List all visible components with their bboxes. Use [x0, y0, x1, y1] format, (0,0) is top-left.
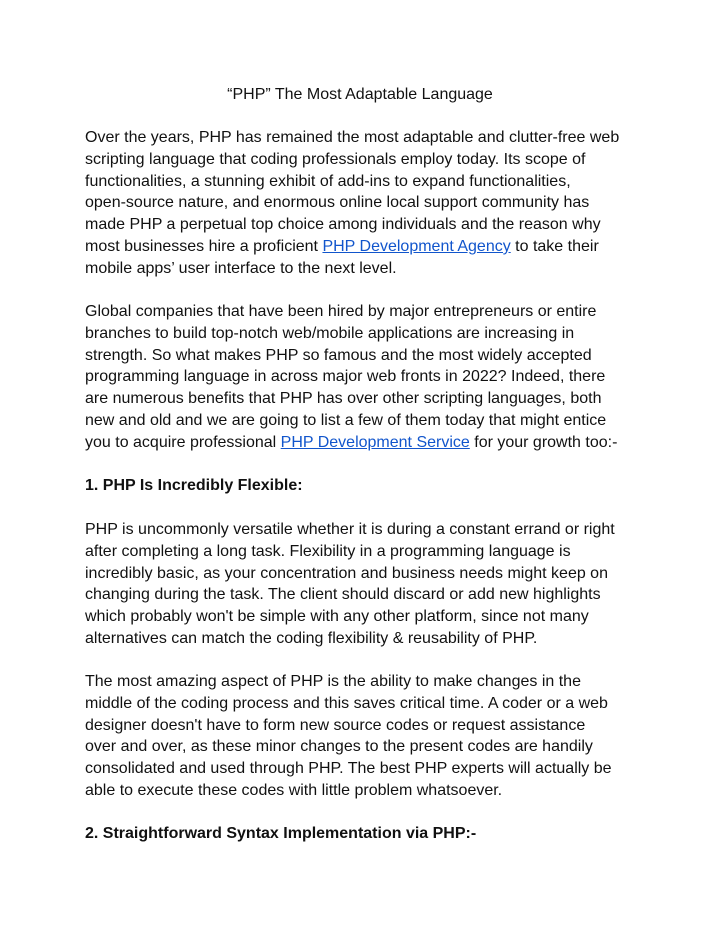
text-line: made PHP a perpetual top choice among individuals and the reason why — [85, 216, 601, 234]
text-line: The most amazing aspect of PHP is the ability to make changes in the — [85, 673, 581, 690]
text-line: consolidated and used through PHP. The best PHP experts will actually be — [85, 760, 612, 778]
text-line: which probably won't be simple with any other platform, since not many — [85, 608, 589, 626]
text-line: new and old and we are going to list a few of them today that might entice — [85, 411, 607, 429]
intro-paragraph — [85, 127, 645, 280]
text-line — [85, 236, 645, 258]
section1-paragraph-1 — [85, 519, 645, 650]
text-line: changing during the task. The client should discard or add new highlights — [85, 586, 601, 604]
text-line: are numerous benefits that PHP has over other scripting languages, both — [85, 390, 602, 408]
text-line: alternatives can match the coding flexibility & reusability of PHP. — [85, 629, 538, 647]
text-line: functionalities, a stunning exhibit of add-ins to expand functionalities, — [85, 172, 571, 190]
php-development-service-link[interactable]: PHP Development Service — [280, 433, 470, 451]
text-line: Global companies that have been hired by major entrepreneurs or entire — [85, 303, 597, 320]
text-line: middle of the coding process and this saves critical time. A coder or a web — [85, 694, 608, 712]
text-line: over and over, as these minor changes to the present codes are handily — [85, 738, 593, 756]
text-line: branches to build top-notch web/mobile applications are increasing in — [85, 324, 575, 342]
section2-heading: 2. Straightforward Syntax Implementation via PHP:- — [85, 825, 477, 842]
php-development-agency-link[interactable]: PHP Development Agency — [322, 237, 511, 255]
text-line: programming language in across major web fronts in 2022? Indeed, there — [85, 368, 606, 386]
text-line: strength. So what makes PHP so famous and the most widely accepted — [85, 346, 592, 364]
text-line: Over the years, PHP has remained the most adaptable and clutter-free web — [85, 129, 620, 146]
text-line — [85, 432, 645, 454]
section1-heading: 1. PHP Is Incredibly Flexible: — [85, 477, 303, 494]
text-line: scripting language that coding professionals employ today. Its scope of — [85, 150, 586, 168]
text-line: incredibly basic, as your concentration and business needs might keep on — [85, 564, 608, 582]
document-title: “PHP” The Most Adaptable Language — [227, 86, 493, 103]
text-segment: most businesses hire a proficient — [85, 237, 323, 255]
global-paragraph — [85, 301, 645, 454]
text-line: designer doesn't have to form new source codes or request assistance — [85, 716, 586, 734]
text-line: able to execute these codes with little problem whatsoever. — [85, 781, 503, 799]
text-line: PHP is uncommonly versatile whether it is during a constant errand or right — [85, 521, 615, 538]
text-line: open-source nature, and enormous online local support community has — [85, 194, 590, 212]
text-segment: you to acquire professional — [85, 433, 281, 451]
section1-paragraph-2 — [85, 671, 645, 802]
text-segment: to take their — [510, 237, 599, 255]
text-line: after completing a long task. Flexibility in a programming language is — [85, 542, 571, 560]
text-line: mobile apps’ user interface to the next level. — [85, 259, 397, 277]
text-segment: for your growth too:- — [469, 433, 618, 451]
